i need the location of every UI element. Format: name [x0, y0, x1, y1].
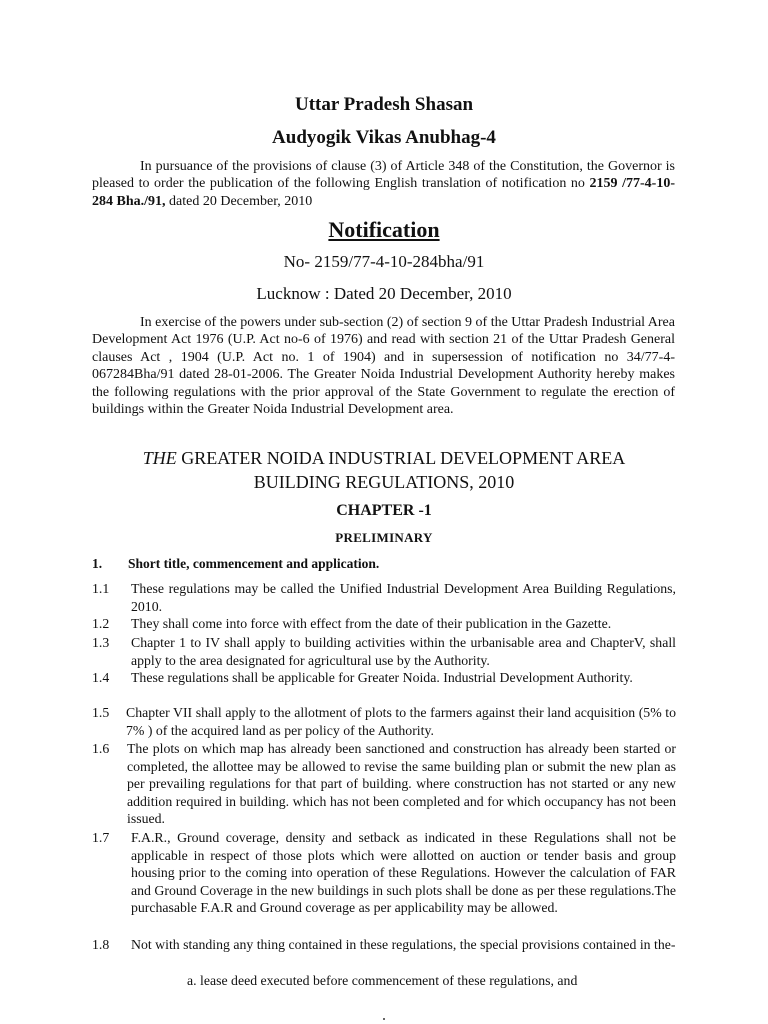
clause-number: 1.7	[92, 830, 110, 845]
clause-number: 1.3	[92, 635, 110, 650]
notification-heading: Notification	[328, 217, 440, 242]
clause-text: They shall come into force with effect from the date of their publication in the Gazette.	[131, 616, 612, 631]
clause-text: Chapter 1 to IV shall apply to building activities within the urbanisable area and ChapterV, shall apply to the area designated for agricultural use by the Authority.	[131, 635, 676, 668]
clause-number: 1.4	[92, 670, 110, 685]
regulations-title-italic: THE	[142, 448, 177, 468]
clause-number: 1.8	[92, 937, 110, 952]
section-number: 1.	[92, 556, 103, 571]
clause-text: These regulations shall be applicable for Greater Noida. Industrial Development Authority.	[131, 670, 633, 685]
chapter-subtitle: PRELIMINARY	[335, 530, 433, 545]
regulations-title-rest: GREATER NOIDA INDUSTRIAL DEVELOPMENT AREA	[176, 448, 626, 468]
clause-number: 1.2	[92, 616, 110, 631]
clause-text: Not with standing any thing contained in these regulations, the special provisions contained in the-	[131, 937, 676, 952]
preamble-text-after: dated 20 December, 2010	[165, 193, 313, 209]
subclause-a: a. lease deed executed before commencement of these regulations, and	[187, 973, 578, 988]
clause-text: These regulations may be called the Unified Industrial Development Area Building Regulations, 2010.	[131, 581, 676, 614]
header-line-2: Audyogik Vikas Anubhag-4	[272, 127, 496, 148]
preamble-text-before: In pursuance of the provisions of clause (3) of Article 348 of the Constitution, the Governor is pleased to order the publication of the following English translation of notification no	[92, 159, 675, 192]
preamble-notification-number: 2159 /77-4-10-284 Bha./91,	[92, 176, 675, 209]
notification-body: In exercise of the powers under sub-section (2) of section 9 of the Uttar Pradesh Industrial Area Development Act 1976 (U.P. Act no-6 of 1976) and read with section 21 of the Uttar Pradesh General clauses Act , 1904 (U.P. Act no. 1 of 1904) and in supersession of notification no 34/77-4-067284Bha/91 dated 28-01-2006. The Greater Noida Industrial Development Authority hereby makes the following regulations with the prior approval of the State Government to regulate the erection of buildings within the Greater Noida Industrial Development area.	[92, 315, 675, 418]
notification-number: No- 2159/77-4-10-284bha/91	[283, 252, 485, 271]
preamble-paragraph	[92, 158, 675, 210]
clause-text: Chapter VII shall apply to the allotment of plots to the farmers against their land acquisition (5% to 7% ) of the acquired land as per policy of the Authority.	[126, 705, 676, 738]
clause-number: 1.6	[92, 741, 110, 756]
clause-text: The plots on which map has already been sanctioned and construction has already been started or completed, the allottee may be allowed to revise the same building plan or submit the new plan as per prevailing regulations for that part of building. where construction has not started or any new addition required in building. which has not been completed and for which occupancy has not been issued.	[127, 741, 676, 827]
chapter-label: CHAPTER -1	[336, 502, 432, 519]
regulations-title-line-2: BUILDING REGULATIONS, 2010	[253, 472, 515, 492]
page-mark	[383, 1018, 385, 1020]
clause-number: 1.5	[92, 705, 110, 720]
clause-text: F.A.R., Ground coverage, density and setback as indicated in these Regulations shall not be applicable in respect of those plots which were allotted on auction or tender basis and group housing prior to the coming into operation of these Regulations. However the calculation of FAR and Ground Coverage in the new buildings in such plots shall be done as per these regulations.The purchasable F.A.R and Ground coverage as per applicability may be allowed.	[131, 830, 676, 916]
clause-number: 1.1	[92, 581, 110, 596]
regulations-title-line-1	[0, 446, 768, 470]
section-title: Short title, commencement and application.	[128, 556, 380, 571]
notification-dated: Lucknow : Dated 20 December, 2010	[256, 284, 512, 303]
header-line-1: Uttar Pradesh Shasan	[294, 94, 474, 115]
